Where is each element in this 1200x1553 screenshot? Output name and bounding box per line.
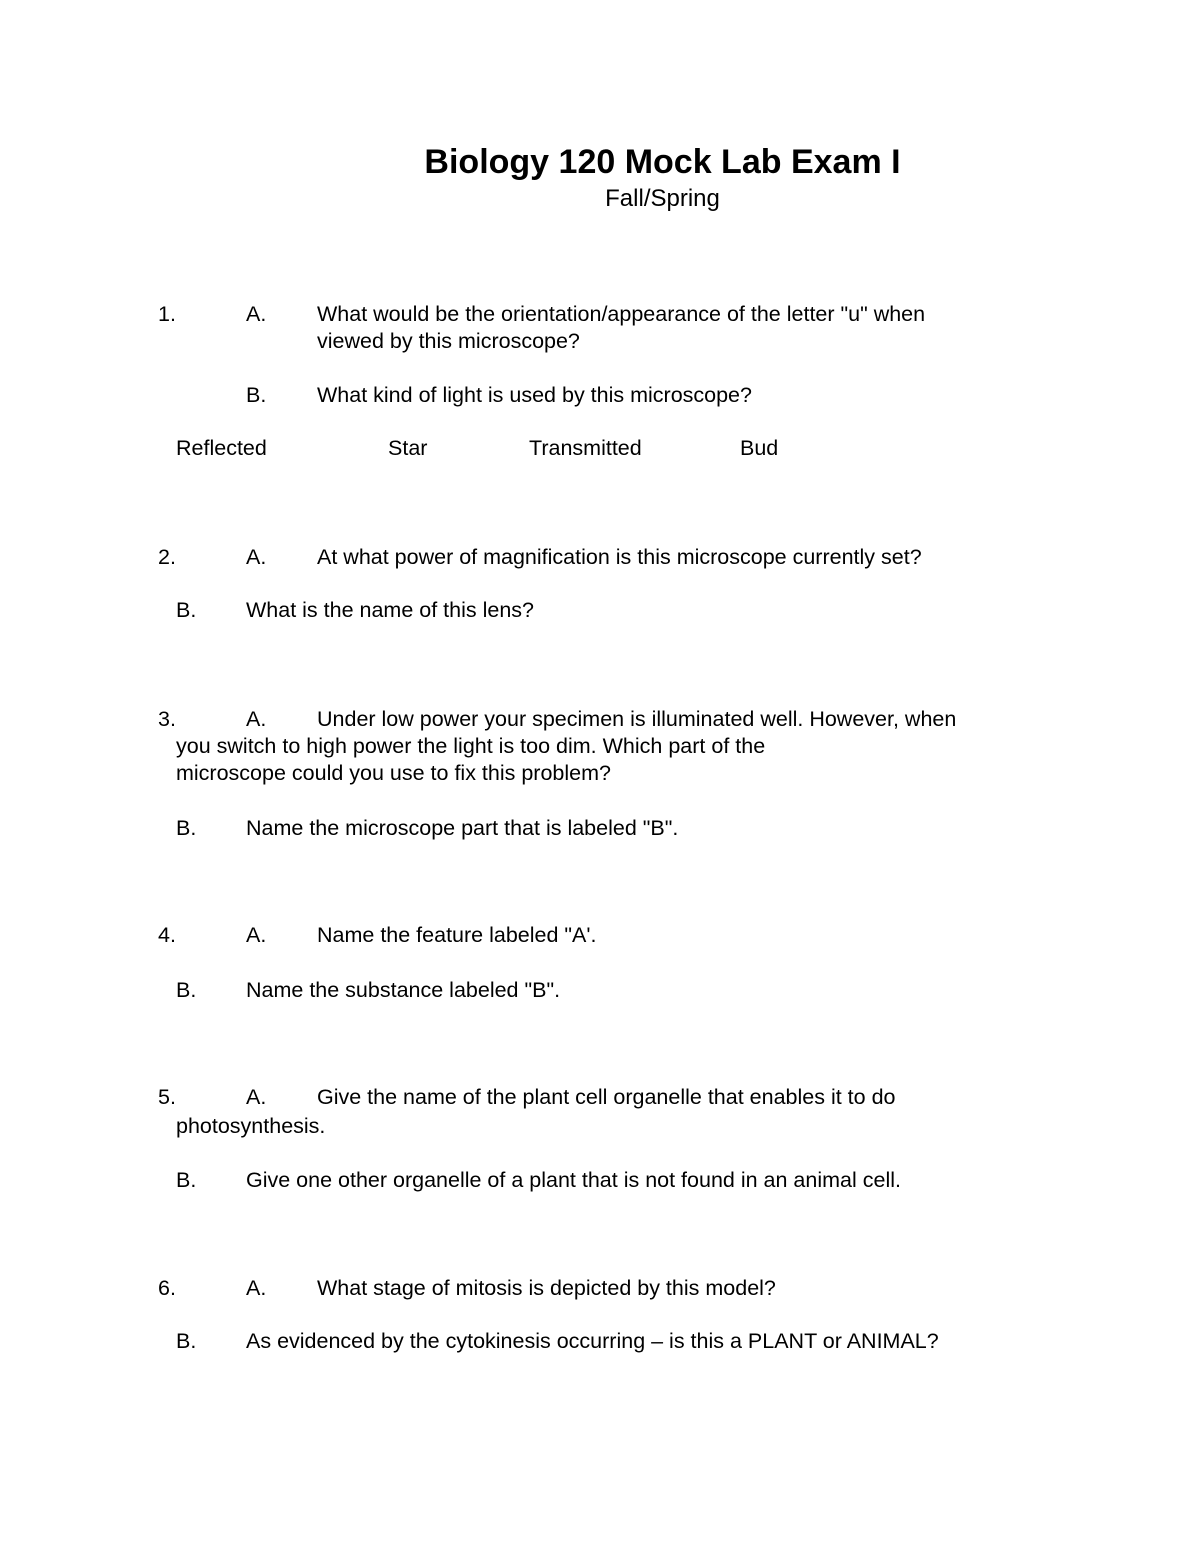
part-a-text: At what power of magnification is this microscope currently set? — [317, 545, 922, 569]
part-a-text: Under low power your specimen is illuminated well. However, when — [317, 707, 957, 731]
part-b-text: Name the substance labeled "B". — [246, 978, 561, 1002]
part-a-label: A. — [246, 707, 267, 731]
part-b-text: What kind of light is used by this microscope? — [317, 383, 752, 407]
answer-choice: Transmitted — [529, 436, 642, 460]
question-number: 1. — [158, 302, 176, 326]
page-subtitle: Fall/Spring — [605, 185, 720, 212]
question-number: 5. — [158, 1085, 176, 1109]
question-number: 3. — [158, 707, 176, 731]
question-number: 4. — [158, 923, 176, 947]
part-b-text: Name the microscope part that is labeled "B". — [246, 816, 679, 840]
part-b-label: B. — [176, 1329, 197, 1353]
part-b-text: What is the name of this lens? — [246, 598, 535, 622]
page-title: Biology 120 Mock Lab Exam I — [424, 143, 901, 181]
part-b-label: B. — [176, 978, 197, 1002]
question-number: 6. — [158, 1276, 176, 1300]
part-b-label: B. — [176, 816, 197, 840]
part-b-label: B. — [176, 1168, 197, 1192]
part-b-label: B. — [246, 383, 267, 407]
part-a-label: A. — [246, 302, 267, 326]
part-a-text: What stage of mitosis is depicted by this model? — [317, 1276, 776, 1300]
part-a-text: microscope could you use to fix this problem? — [176, 761, 611, 785]
part-a-text: viewed by this microscope? — [317, 329, 580, 353]
question-number: 2. — [158, 545, 176, 569]
part-a-text: What would be the orientation/appearance of the letter "u" when — [317, 302, 926, 326]
answer-choice: Reflected — [176, 436, 267, 460]
answer-choice: Bud — [740, 436, 779, 460]
part-a-label: A. — [246, 1085, 267, 1109]
part-a-label: A. — [246, 545, 267, 569]
answer-choice: Star — [388, 436, 428, 460]
part-b-label: B. — [176, 598, 197, 622]
part-b-text: As evidenced by the cytokinesis occurring – is this a PLANT or ANIMAL? — [246, 1329, 939, 1353]
part-a-text: you switch to high power the light is too dim. Which part of the — [176, 734, 766, 758]
part-a-text: Name the feature labeled "A'. — [317, 923, 597, 947]
part-a-text: Give the name of the plant cell organelle that enables it to do — [317, 1085, 896, 1109]
part-a-label: A. — [246, 923, 267, 947]
part-b-text: Give one other organelle of a plant that is not found in an animal cell. — [246, 1168, 901, 1192]
part-a-label: A. — [246, 1276, 267, 1300]
part-a-text: photosynthesis. — [176, 1114, 326, 1138]
